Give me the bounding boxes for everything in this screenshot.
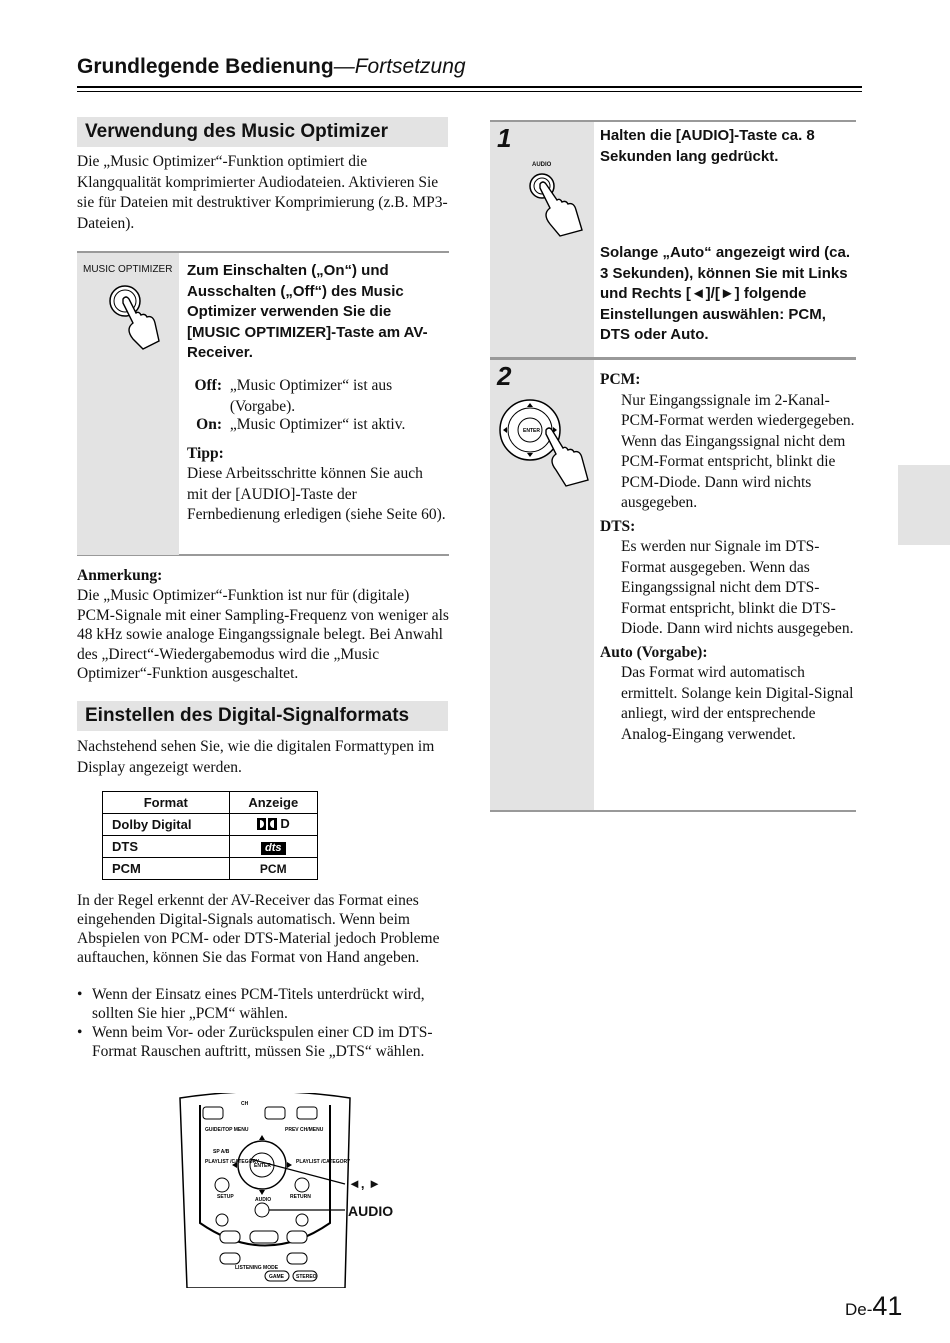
remote-control-illustration [175,1093,355,1288]
page-header-title: Grundlegende Bedienung [77,55,334,78]
chapter-tab [898,465,950,545]
bullet-text: Wenn der Einsatz eines PCM-Titels unterdrückt wird, sollten Sie hier „PCM“ wählen. [92,986,425,1022]
display-cell [229,814,317,836]
table-header-display: Anzeige [229,792,317,814]
step-1-illustration-panel [490,122,594,360]
table-row [103,858,318,880]
header-rule-thin [77,91,862,92]
bullet-list [77,985,449,1061]
display-cell: PCM [229,858,317,880]
remote-label-prev: PREV CH/MENU [285,1127,324,1133]
list-item [77,985,449,1023]
setting-off [187,376,447,417]
remote-label-playlist-left: PLAYLIST /CATEGORY [205,1159,260,1165]
remote-label-spab: SP A/B [213,1149,230,1155]
audio-button-hand-icon [524,170,588,242]
step-1-number: 1 [497,123,512,153]
button-illustration-panel [77,253,179,555]
bullet-text: Wenn beim Vor- oder Zurückspulen einer CD im DTS-Format Rauschen auftritt, müssen Sie „DTS“ wählen. [92,1024,433,1060]
setting-on [187,415,447,436]
remote-label-ch: CH [241,1101,249,1107]
step-1-text: Halten die [AUDIO]-Taste ca. 8 Sekunden lang gedrückt. [600,127,815,165]
step-2-icon-label: ENTER [523,428,540,434]
display-cell [229,836,317,858]
setting-on-term: On: [196,416,222,433]
page-number-prefix: De- [845,1300,873,1319]
option-term: Auto (Vorgabe): [600,643,708,661]
option-term: PCM: [600,371,641,388]
table-row [103,836,318,858]
step-2-options [600,370,855,745]
option-pcm [600,370,855,514]
dolby-logo-icon [257,818,277,833]
step-2-illustration-panel [490,360,594,810]
option-auto [600,643,855,746]
dolby-display-text: D [280,816,290,832]
table-header-format: Format [103,792,230,814]
setting-on-desc: „Music Optimizer“ ist aktiv. [229,416,406,433]
page-number-value: 41 [872,1291,903,1321]
dts-logo-icon [261,842,286,855]
music-optimizer-box [77,251,449,556]
option-desc: Das Format wird automatisch ermittelt. Solange kein Digital-Signal anliegt, wird der entsprechende Analog-Eingang verwendet. [621,664,854,743]
section-heading-music-optimizer: Verwendung des Music Optimizer [77,117,448,147]
remote-label-playlist-right: PLAYLIST /CATEGORY [296,1159,351,1165]
table-row [103,814,318,836]
page-number [845,1291,902,1322]
setting-off-desc: „Music Optimizer“ ist aus (Vorgabe). [229,377,393,415]
remote-label-listening-mode: LISTENING MODE [235,1265,279,1271]
dts-logo-text: dts [265,841,282,854]
remote-callout-audio: AUDIO [348,1203,394,1219]
option-term: DTS: [600,517,636,535]
remote-callout-arrows: ◄, ► [348,1176,381,1191]
remote-label-guide: GUIDE/TOP MENU [205,1127,249,1133]
page-header-continuation: —Fortsetzung [333,55,466,78]
steps-panel [490,120,856,812]
remote-label-setup: SETUP [217,1194,234,1200]
note-text: Die „Music Optimizer“-Funktion ist nur für (digitale) PCM-Signale mit einer Sampling-Frequenz von weniger als 48 kHz sowie analoge Eingangssignale belegt. Bei Anwahl des „Direct“-Wiedergabemodus wird die „Music Optimizer“-Funktion ausgeschaltet. [77,587,449,683]
list-item [77,1023,449,1061]
step-1-icon-label: AUDIO [532,162,552,168]
step-2-number: 2 [497,361,512,391]
header-rule [77,86,862,88]
option-dts [600,517,855,640]
step-2-text: Solange „Auto“ angezeigt wird (ca. 3 Sekunden), können Sie mit Links und Rechts [◄]/[►] folgende Einstellungen auswählen: PCM, DTS oder Auto. [600,244,851,343]
option-desc: Nur Eingangssignale im 2-Kanal-PCM-Format werden wiedergegeben. Wenn das Eingangssignal nicht dem PCM-Format entspricht, blinkt die PCM-Diode. Dann wird nichts ausgegeben. [621,391,855,511]
tip-text: Diese Arbeitsschritte können Sie auch mit der [AUDIO]-Taste der Fernbedienung erledigen (siehe Seite 60). [187,465,446,523]
steps-bottom-rule [490,810,856,812]
bullet-icon: • [77,1024,83,1041]
format-cell: PCM [103,858,230,880]
bullet-icon: • [77,986,83,1003]
remote-label-stereo: STEREO [296,1274,317,1280]
option-desc: Es werden nur Signale im DTS-Format ausgegeben. Wenn das Eingangssignal nicht dem DTS-Format entspricht, blinkt die DTS-Diode. Dann wird nichts ausgegeben. [621,538,854,637]
digital-format-body: In der Regel erkennt der AV-Receiver das Format eines eingehenden Digital-Signals automatisch. Wenn beim Abspielen von PCM- oder DTS-Material jedoch Probleme auftauchen, können Sie das Format von Hand angeben. [77,892,440,966]
tip-heading: Tipp: [187,445,224,462]
digital-format-intro: Nachstehend sehen Sie, wie die digitalen Formattypen im Display angezeigt werden. [77,738,435,776]
format-cell: Dolby Digital [103,814,230,836]
setting-off-term: Off: [194,377,222,394]
note-heading: Anmerkung: [77,567,163,584]
music-optimizer-button-label: MUSIC OPTIMIZER [83,264,173,275]
remote-label-audio: AUDIO [255,1197,272,1203]
enter-dpad-hand-icon [498,392,594,492]
remote-label-return: RETURN [290,1194,311,1200]
remote-label-game: GAME [269,1274,284,1280]
format-table [102,791,318,880]
table-header-row [103,792,318,814]
music-optimizer-instruction: Zum Einschalten („On“) und Ausschalten („Off“) des Music Optimizer verwenden Sie die [MUSIC OPTIMIZER]-Taste am AV-Receiver. [187,262,428,361]
page-header [77,55,466,79]
music-optimizer-intro: Die „Music Optimizer“-Funktion optimiert die Klangqualität komprimierter Audiodateien. Aktivieren Sie sie für Dateien mit destruktiver Komprimierung (z.B. MP3- Dateien). [77,153,448,232]
section-heading-digital-format: Einstellen des Digital-Signalformats [77,701,448,731]
remote-label-enter: ENTER [254,1163,271,1169]
format-cell: DTS [103,836,230,858]
pressing-hand-icon [103,279,163,351]
